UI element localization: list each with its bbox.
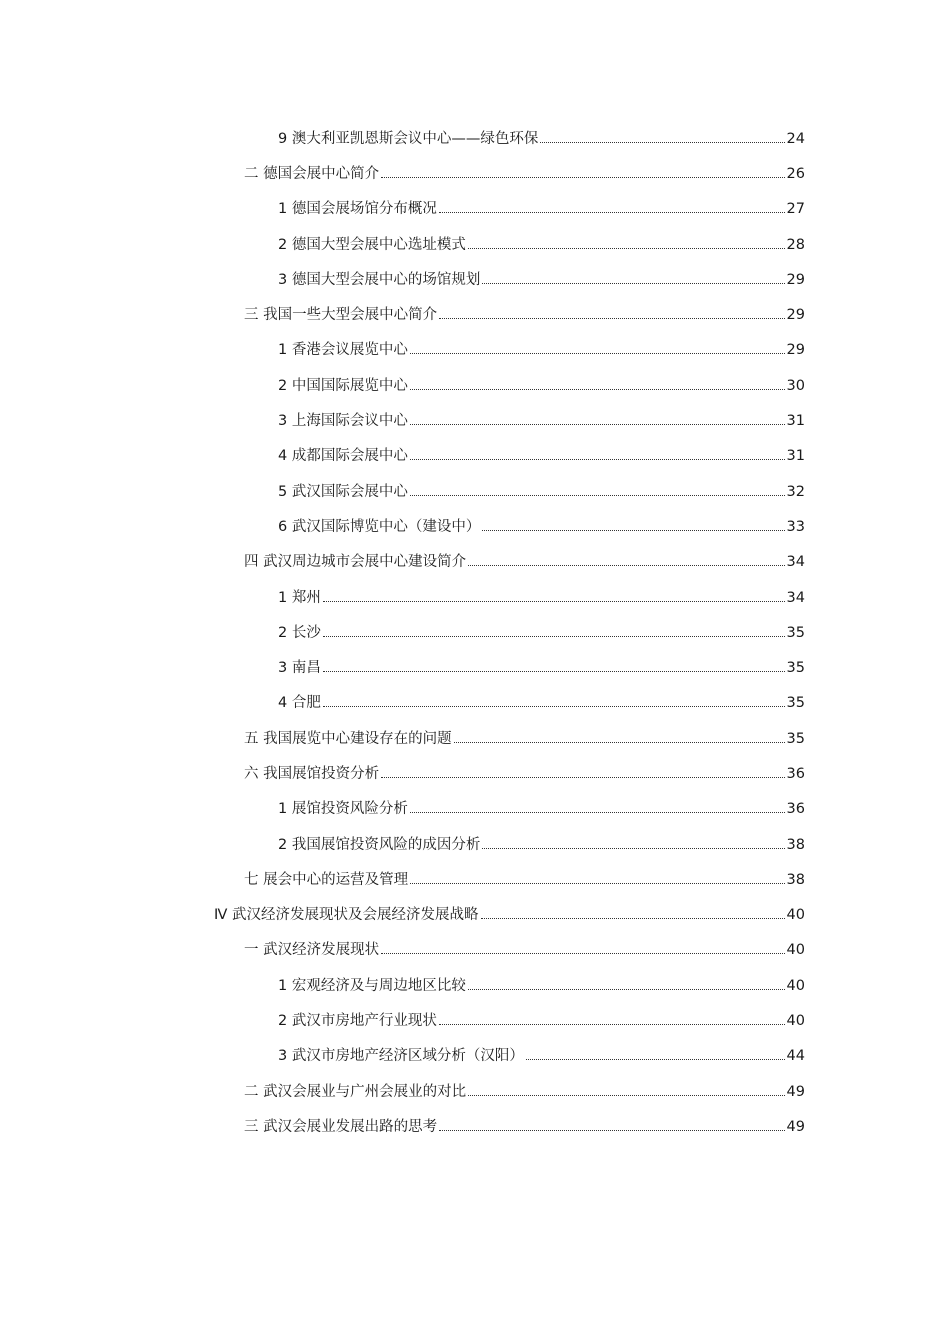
toc-page-number: 34 — [786, 589, 805, 606]
toc-entry-line — [244, 727, 805, 747]
toc-entry-line — [244, 868, 805, 888]
toc-entry-line — [244, 162, 805, 182]
dot-leader — [439, 212, 785, 213]
toc-entry-title: 3 武汉市房地产经济区域分析（汉阳） — [278, 1048, 524, 1065]
toc-page-number: 38 — [786, 871, 805, 888]
dot-leader — [410, 353, 785, 354]
toc-entry-title: 4 成都国际会展中心 — [278, 448, 408, 465]
dot-leader — [323, 636, 785, 637]
toc-entry-line — [244, 1115, 805, 1135]
toc-entry[interactable] — [0, 507, 950, 542]
toc-entry[interactable] — [0, 578, 950, 613]
toc-entry-title: 4 合肥 — [278, 695, 321, 712]
toc-entry[interactable] — [0, 1001, 950, 1036]
toc-entry[interactable] — [0, 225, 950, 260]
toc-entry-title: 6 武汉国际博览中心（建设中） — [278, 518, 481, 535]
toc-entry-line — [244, 938, 805, 958]
toc-page-number: 32 — [786, 483, 805, 500]
toc-entry-title: 5 武汉国际会展中心 — [278, 483, 408, 500]
dot-leader — [410, 459, 785, 460]
dot-leader — [410, 389, 785, 390]
toc-entry[interactable] — [0, 1107, 950, 1142]
toc-entry-title: 2 中国国际展览中心 — [278, 377, 408, 394]
dot-leader — [540, 142, 784, 143]
toc-entry-line — [278, 444, 805, 464]
toc-page-number: 35 — [786, 660, 805, 677]
toc-page-number: 34 — [786, 554, 805, 571]
toc-entry-line — [278, 480, 805, 500]
dot-leader — [468, 1095, 784, 1096]
dot-leader — [381, 177, 784, 178]
toc-entry-line — [278, 268, 805, 288]
toc-entry[interactable] — [0, 790, 950, 825]
toc-entry[interactable] — [0, 931, 950, 966]
toc-entry-title: 2 武汉市房地产行业现状 — [278, 1013, 437, 1030]
toc-entry-title: 三 我国一些大型会展中心简介 — [244, 307, 438, 324]
toc-entry-line — [244, 762, 805, 782]
toc-page-number: 36 — [786, 801, 805, 818]
toc-page-number: 35 — [786, 695, 805, 712]
toc-entry[interactable] — [0, 366, 950, 401]
table-of-contents — [0, 119, 950, 1143]
toc-entry[interactable] — [0, 260, 950, 295]
toc-entry-title: 1 香港会议展览中心 — [278, 342, 408, 359]
toc-entry[interactable] — [0, 437, 950, 472]
toc-entry-title: 二 德国会展中心简介 — [244, 165, 380, 182]
toc-entry-title: 3 德国大型会展中心的场馆规划 — [278, 271, 481, 288]
dot-leader — [381, 777, 784, 778]
dot-leader — [482, 530, 784, 531]
toc-entry[interactable] — [0, 190, 950, 225]
toc-page-number: 28 — [786, 236, 805, 253]
dot-leader — [323, 706, 785, 707]
toc-page-number: 33 — [786, 518, 805, 535]
toc-entry[interactable] — [0, 684, 950, 719]
toc-entry-line — [278, 1009, 805, 1029]
dot-leader — [482, 848, 784, 849]
dot-leader — [410, 424, 785, 425]
dot-leader — [526, 1059, 785, 1060]
toc-entry-title: 六 我国展馆投资分析 — [244, 765, 380, 782]
toc-entry-line — [278, 197, 805, 217]
toc-entry-title: 1 宏观经济及与周边地区比较 — [278, 977, 466, 994]
toc-entry[interactable] — [0, 1037, 950, 1072]
toc-entry[interactable] — [0, 754, 950, 789]
toc-entry-title: Ⅳ 武汉经济发展现状及会展经济发展战略 — [214, 907, 479, 924]
toc-entry-line — [278, 797, 805, 817]
toc-entry-line — [244, 550, 805, 570]
toc-page-number: 29 — [786, 342, 805, 359]
toc-entry-line — [278, 338, 805, 358]
dot-leader — [381, 953, 784, 954]
toc-page-number: 49 — [786, 1083, 805, 1100]
toc-entry[interactable] — [0, 1072, 950, 1107]
toc-entry[interactable] — [0, 154, 950, 189]
toc-entry-title: 四 武汉周边城市会展中心建设简介 — [244, 554, 467, 571]
toc-entry[interactable] — [0, 543, 950, 578]
toc-page-number: 40 — [786, 942, 805, 959]
toc-entry-title: 二 武汉会展业与广州会展业的对比 — [244, 1083, 467, 1100]
toc-entry-line — [244, 1080, 805, 1100]
toc-entry-line — [278, 409, 805, 429]
toc-entry-title: 五 我国展览中心建设存在的问题 — [244, 730, 452, 747]
toc-entry-line — [278, 586, 805, 606]
dot-leader — [410, 812, 785, 813]
toc-entry-line — [278, 233, 805, 253]
toc-entry[interactable] — [0, 825, 950, 860]
toc-entry-line — [278, 656, 805, 676]
toc-page-number: 35 — [786, 730, 805, 747]
toc-entry-title: 三 武汉会展业发展出路的思考 — [244, 1118, 438, 1135]
toc-entry-line — [278, 833, 805, 853]
toc-entry-line — [278, 127, 805, 147]
toc-page-number: 27 — [786, 201, 805, 218]
dot-leader — [323, 601, 785, 602]
dot-leader — [439, 318, 784, 319]
toc-entry[interactable] — [0, 613, 950, 648]
toc-entry-title: 七 展会中心的运营及管理 — [244, 871, 409, 888]
toc-entry[interactable] — [0, 472, 950, 507]
toc-entry[interactable] — [0, 896, 950, 931]
toc-entry-line — [278, 691, 805, 711]
toc-entry[interactable] — [0, 860, 950, 895]
toc-entry-title: 一 武汉经济发展现状 — [244, 942, 380, 959]
toc-entry-line — [278, 974, 805, 994]
toc-page-number: 24 — [786, 130, 805, 147]
dot-leader — [410, 495, 785, 496]
dot-leader — [481, 918, 785, 919]
toc-page-number: 36 — [786, 765, 805, 782]
toc-entry[interactable] — [0, 648, 950, 683]
toc-entry-title: 2 长沙 — [278, 624, 321, 641]
toc-page-number: 29 — [786, 271, 805, 288]
toc-entry-title: 9 澳大利亚凯恩斯会议中心——绿色环保 — [278, 130, 539, 147]
toc-entry-line — [278, 515, 805, 535]
dot-leader — [454, 742, 785, 743]
toc-page-number: 38 — [786, 836, 805, 853]
toc-entry-line — [278, 1044, 805, 1064]
toc-page-number: 44 — [786, 1048, 805, 1065]
toc-entry[interactable] — [0, 119, 950, 154]
dot-leader — [439, 1130, 784, 1131]
toc-entry[interactable] — [0, 966, 950, 1001]
toc-entry[interactable] — [0, 295, 950, 330]
dot-leader — [482, 283, 784, 284]
toc-page-number: 49 — [786, 1118, 805, 1135]
toc-entry-title: 3 上海国际会议中心 — [278, 413, 408, 430]
toc-page-number: 40 — [786, 907, 805, 924]
toc-entry-title: 3 南昌 — [278, 660, 321, 677]
dot-leader — [468, 565, 784, 566]
dot-leader — [468, 989, 785, 990]
toc-page-number: 29 — [786, 307, 805, 324]
toc-entry-title: 1 展馆投资风险分析 — [278, 801, 408, 818]
toc-entry-line — [278, 374, 805, 394]
toc-entry-line — [214, 903, 805, 923]
dot-leader — [410, 883, 784, 884]
toc-page-number: 35 — [786, 624, 805, 641]
toc-entry-title: 2 我国展馆投资风险的成因分析 — [278, 836, 481, 853]
toc-page-number: 40 — [786, 1013, 805, 1030]
toc-page-number: 31 — [786, 413, 805, 430]
toc-page-number: 26 — [786, 165, 805, 182]
toc-page-number: 30 — [786, 377, 805, 394]
toc-entry-line — [244, 303, 805, 323]
toc-entry-line — [278, 621, 805, 641]
dot-leader — [468, 248, 785, 249]
dot-leader — [323, 671, 785, 672]
toc-page-number: 40 — [786, 977, 805, 994]
toc-page-number: 31 — [786, 448, 805, 465]
toc-entry[interactable] — [0, 401, 950, 436]
dot-leader — [439, 1024, 785, 1025]
toc-entry-title: 1 德国会展场馆分布概况 — [278, 201, 437, 218]
toc-entry-title: 1 郑州 — [278, 589, 321, 606]
toc-entry[interactable] — [0, 719, 950, 754]
toc-entry[interactable] — [0, 331, 950, 366]
toc-entry-title: 2 德国大型会展中心选址模式 — [278, 236, 466, 253]
